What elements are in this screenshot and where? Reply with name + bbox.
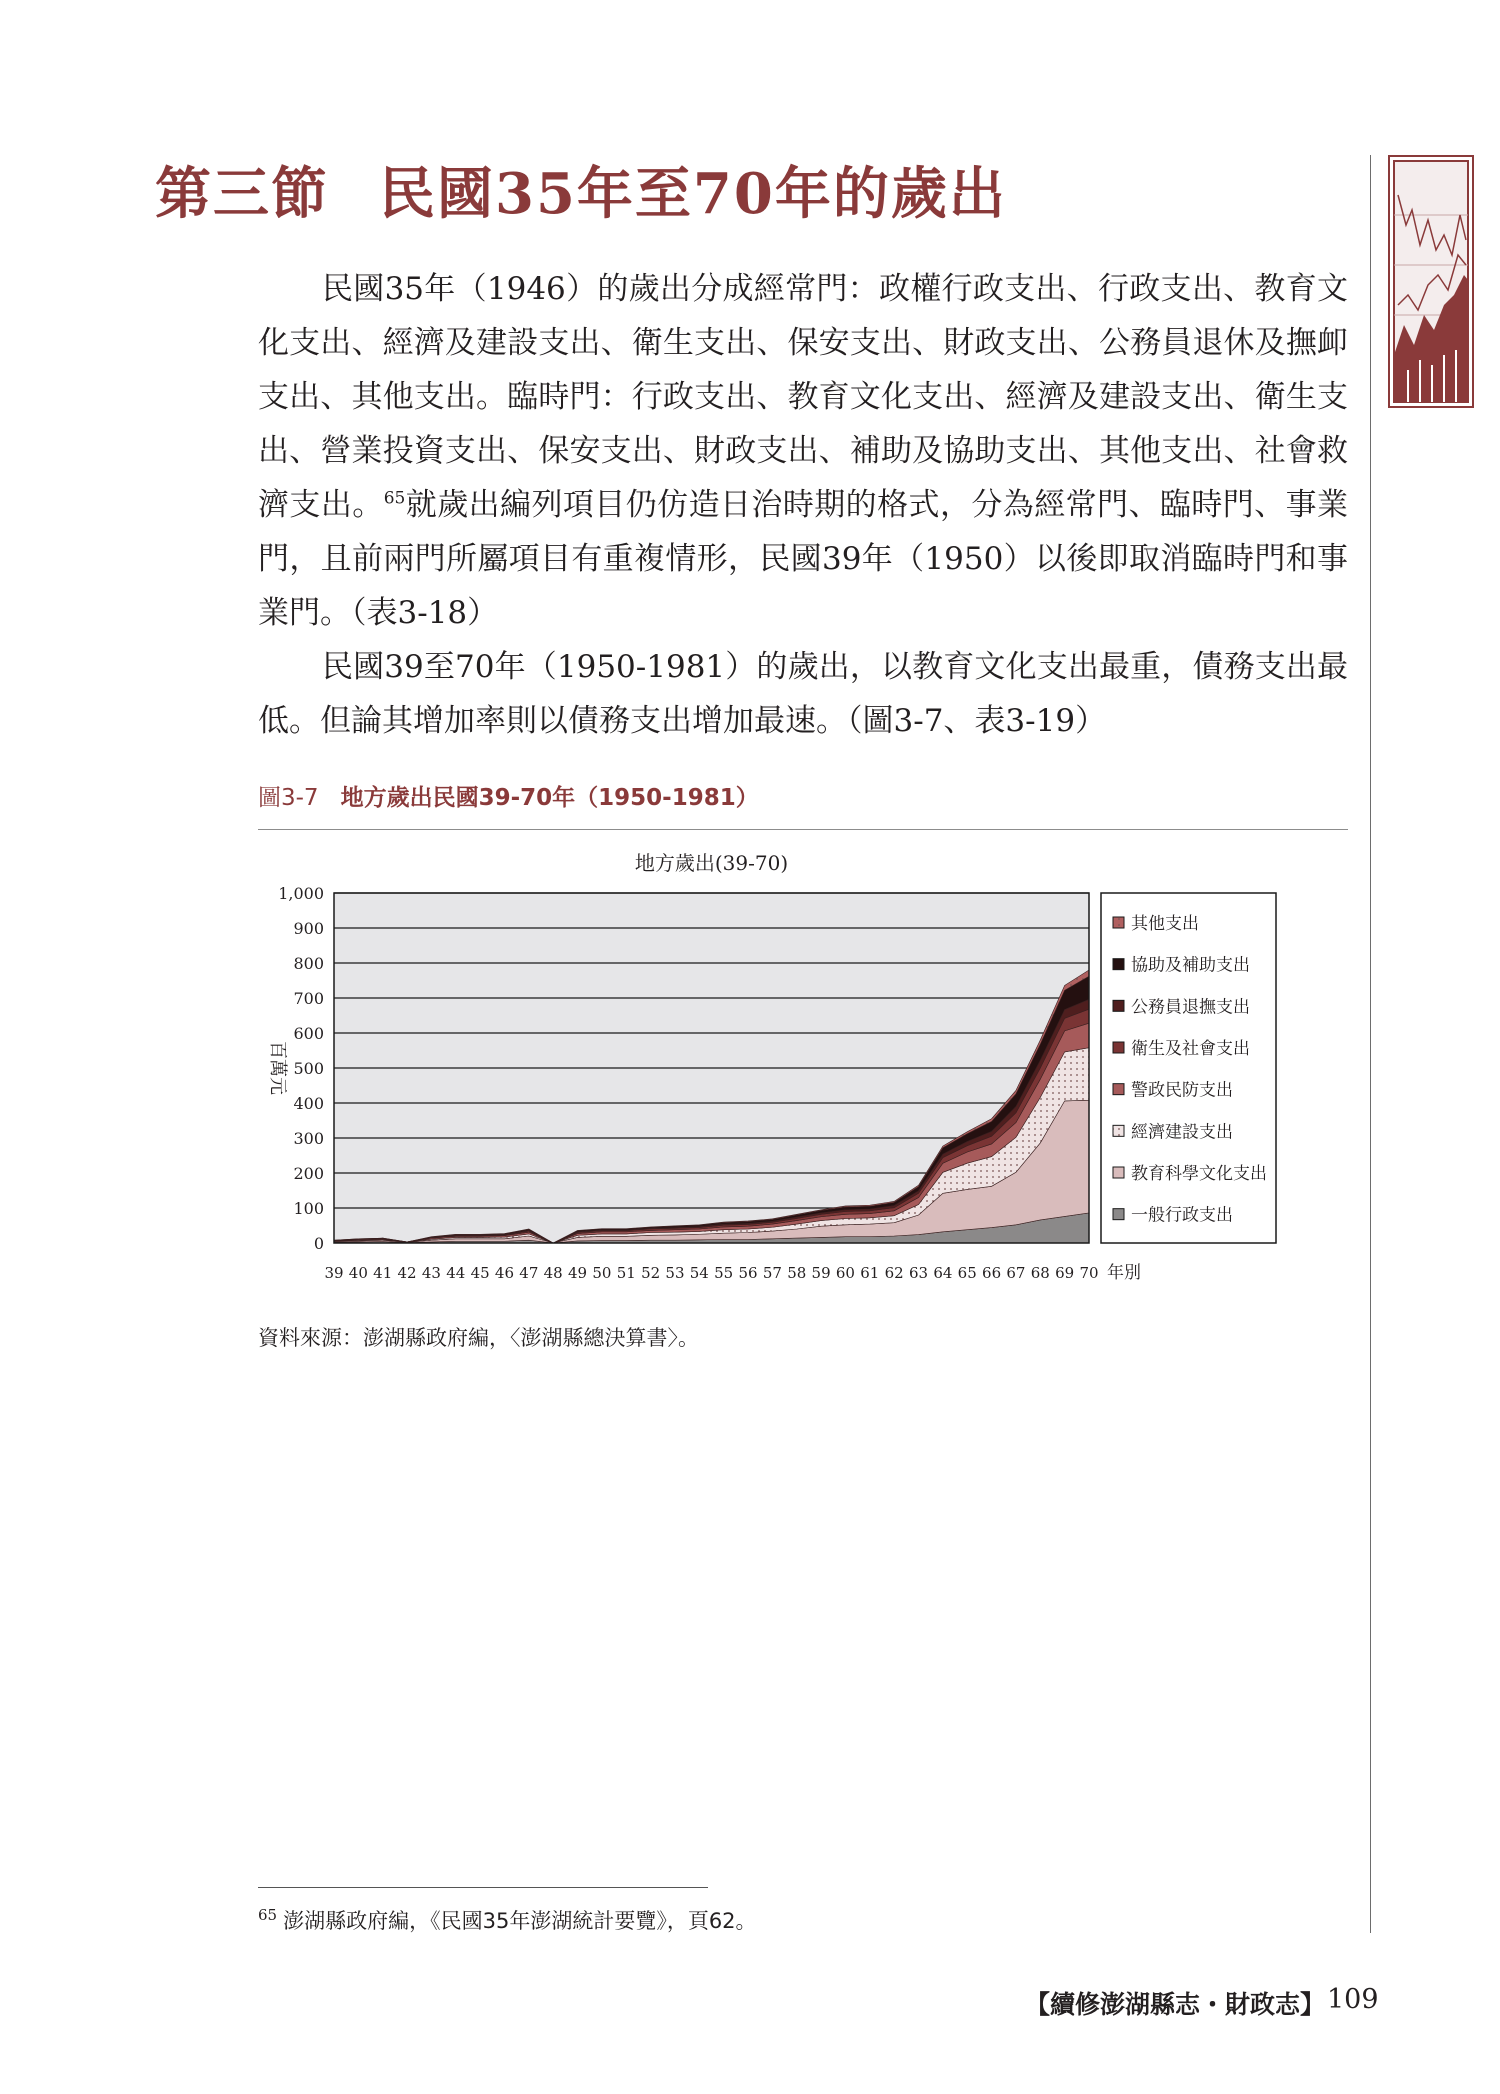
y-tick-label: 500 — [293, 1059, 324, 1078]
paragraph-1-part-a: 民國35年（1946）的歲出分成經常門：政權行政支出、行政支出、教育文化支出、經濟及建設支出、衛生支出、保安支出、財政支出、公務員退休及撫卹支出、其他支出。臨時門：行政支出、教育文化支出、經濟及建設支出、衛生支出、營業投資支出、保安支出、財政支出、補助及協助支出、其他支出、社會救濟支出。 — [258, 271, 1348, 523]
body-text — [258, 262, 1348, 748]
y-tick-label: 700 — [293, 989, 324, 1008]
legend-label: 協助及補助支出 — [1131, 955, 1250, 976]
legend-swatch — [1113, 1042, 1124, 1053]
x-tick-label: 66 — [982, 1264, 1002, 1282]
x-tick-label: 42 — [397, 1264, 417, 1282]
x-tick-label: 64 — [933, 1264, 953, 1282]
page-number: 109 — [1327, 1984, 1379, 2015]
x-tick-label: 49 — [568, 1264, 588, 1282]
x-tick-label: 47 — [519, 1264, 539, 1282]
x-tick-label: 43 — [421, 1264, 441, 1282]
y-tick-label: 300 — [293, 1129, 324, 1148]
legend-swatch — [1113, 917, 1124, 928]
section-number: 第三節 — [155, 161, 329, 227]
margin-rule — [1370, 155, 1371, 1933]
x-tick-label: 57 — [762, 1264, 782, 1282]
y-tick-label: 0 — [313, 1234, 324, 1253]
legend-label: 衛生及社會支出 — [1131, 1039, 1250, 1059]
x-tick-label: 52 — [641, 1264, 661, 1282]
legend-label: 警政民防支出 — [1131, 1080, 1233, 1101]
footnote-text: 澎湖縣政府編，《民國35年澎湖統計要覽》，頁62。 — [283, 1909, 757, 1933]
x-tick-label: 50 — [592, 1264, 612, 1282]
x-tick-label: 56 — [738, 1264, 758, 1282]
y-tick-label: 800 — [293, 954, 324, 973]
y-tick-label: 600 — [293, 1024, 324, 1043]
figure-number: 圖3-7 — [258, 785, 319, 811]
legend-swatch — [1113, 959, 1124, 970]
x-tick-label: 60 — [835, 1264, 855, 1282]
x-axis-suffix: 年別 — [1107, 1263, 1141, 1283]
chart-title: 地方歲出(39-70) — [634, 851, 789, 875]
footnote — [258, 1905, 757, 1935]
y-tick-label: 200 — [293, 1164, 324, 1183]
legend-label: 公務員退撫支出 — [1131, 997, 1250, 1018]
x-tick-label: 62 — [884, 1264, 904, 1282]
figure-title: 地方歲出民國39-70年（1950-1981） — [340, 785, 759, 811]
legend-swatch — [1113, 1084, 1124, 1095]
legend-label: 一般行政支出 — [1131, 1205, 1233, 1226]
y-tick-label: 400 — [293, 1094, 324, 1113]
figure-rule — [258, 829, 1348, 830]
x-tick-label: 63 — [908, 1264, 929, 1282]
footnote-number: 65 — [258, 1906, 278, 1924]
x-tick-label: 67 — [1006, 1264, 1026, 1282]
chapter-thumbnail-icon — [1388, 155, 1474, 408]
x-tick-label: 45 — [470, 1264, 490, 1282]
x-tick-label: 39 — [324, 1264, 344, 1282]
footnote-rule — [258, 1887, 708, 1888]
x-tick-label: 58 — [787, 1264, 807, 1282]
paragraph-1-part-b: 就歲出編列項目仍仿造日治時期的格式，分為經常門、臨時門、事業門，且前兩門所屬項目有重複情形，民國39年（1950）以後即取消臨時門和事業門。（表3-18） — [258, 487, 1349, 631]
expenditure-area-chart — [258, 838, 1348, 1308]
legend-label: 經濟建設支出 — [1131, 1122, 1233, 1143]
y-tick-label: 900 — [293, 919, 324, 938]
legend-swatch — [1113, 1000, 1124, 1011]
section-heading: 民國35年至70年的歲出 — [379, 161, 1007, 227]
x-tick-label: 70 — [1079, 1264, 1099, 1282]
x-tick-label: 53 — [665, 1264, 685, 1282]
x-tick-label: 44 — [446, 1264, 466, 1282]
x-tick-label: 54 — [689, 1264, 709, 1282]
paragraph-2: 民國39至70年（1950-1981）的歲出，以教育文化支出最重，債務支出最低。但論其增加率則以債務支出增加最速。（圖3-7、表3-19） — [258, 649, 1348, 739]
footnote-reference[interactable]: 65 — [383, 488, 406, 509]
x-tick-label: 41 — [373, 1264, 393, 1282]
legend-swatch — [1113, 1167, 1124, 1178]
legend-swatch — [1113, 1209, 1124, 1220]
x-tick-label: 55 — [714, 1264, 734, 1282]
figure-caption — [258, 779, 759, 812]
legend-label: 其他支出 — [1131, 914, 1199, 934]
figure-source: 資料來源：澎湖縣政府編，〈澎湖縣總決算書〉。 — [258, 1326, 699, 1350]
y-tick-label: 100 — [293, 1199, 324, 1218]
legend-box — [1101, 893, 1276, 1243]
section-title — [155, 150, 1007, 230]
x-tick-label: 65 — [957, 1264, 977, 1282]
x-tick-label: 68 — [1030, 1264, 1050, 1282]
x-tick-label: 61 — [860, 1264, 880, 1282]
y-tick-label: 1,000 — [278, 884, 324, 903]
x-tick-label: 40 — [348, 1264, 368, 1282]
x-tick-label: 46 — [494, 1264, 515, 1282]
x-tick-label: 48 — [543, 1264, 563, 1282]
y-axis-label: 百萬元 — [267, 1041, 288, 1095]
legend-label: 教育科學文化支出 — [1131, 1164, 1267, 1184]
x-tick-label: 59 — [811, 1264, 831, 1282]
x-tick-label: 51 — [616, 1264, 636, 1282]
paragraph-1 — [258, 262, 1348, 640]
x-tick-label: 69 — [1055, 1264, 1075, 1282]
legend-swatch — [1113, 1125, 1124, 1136]
running-footer: 【續修澎湖縣志・財政志】 — [1025, 1990, 1326, 2019]
